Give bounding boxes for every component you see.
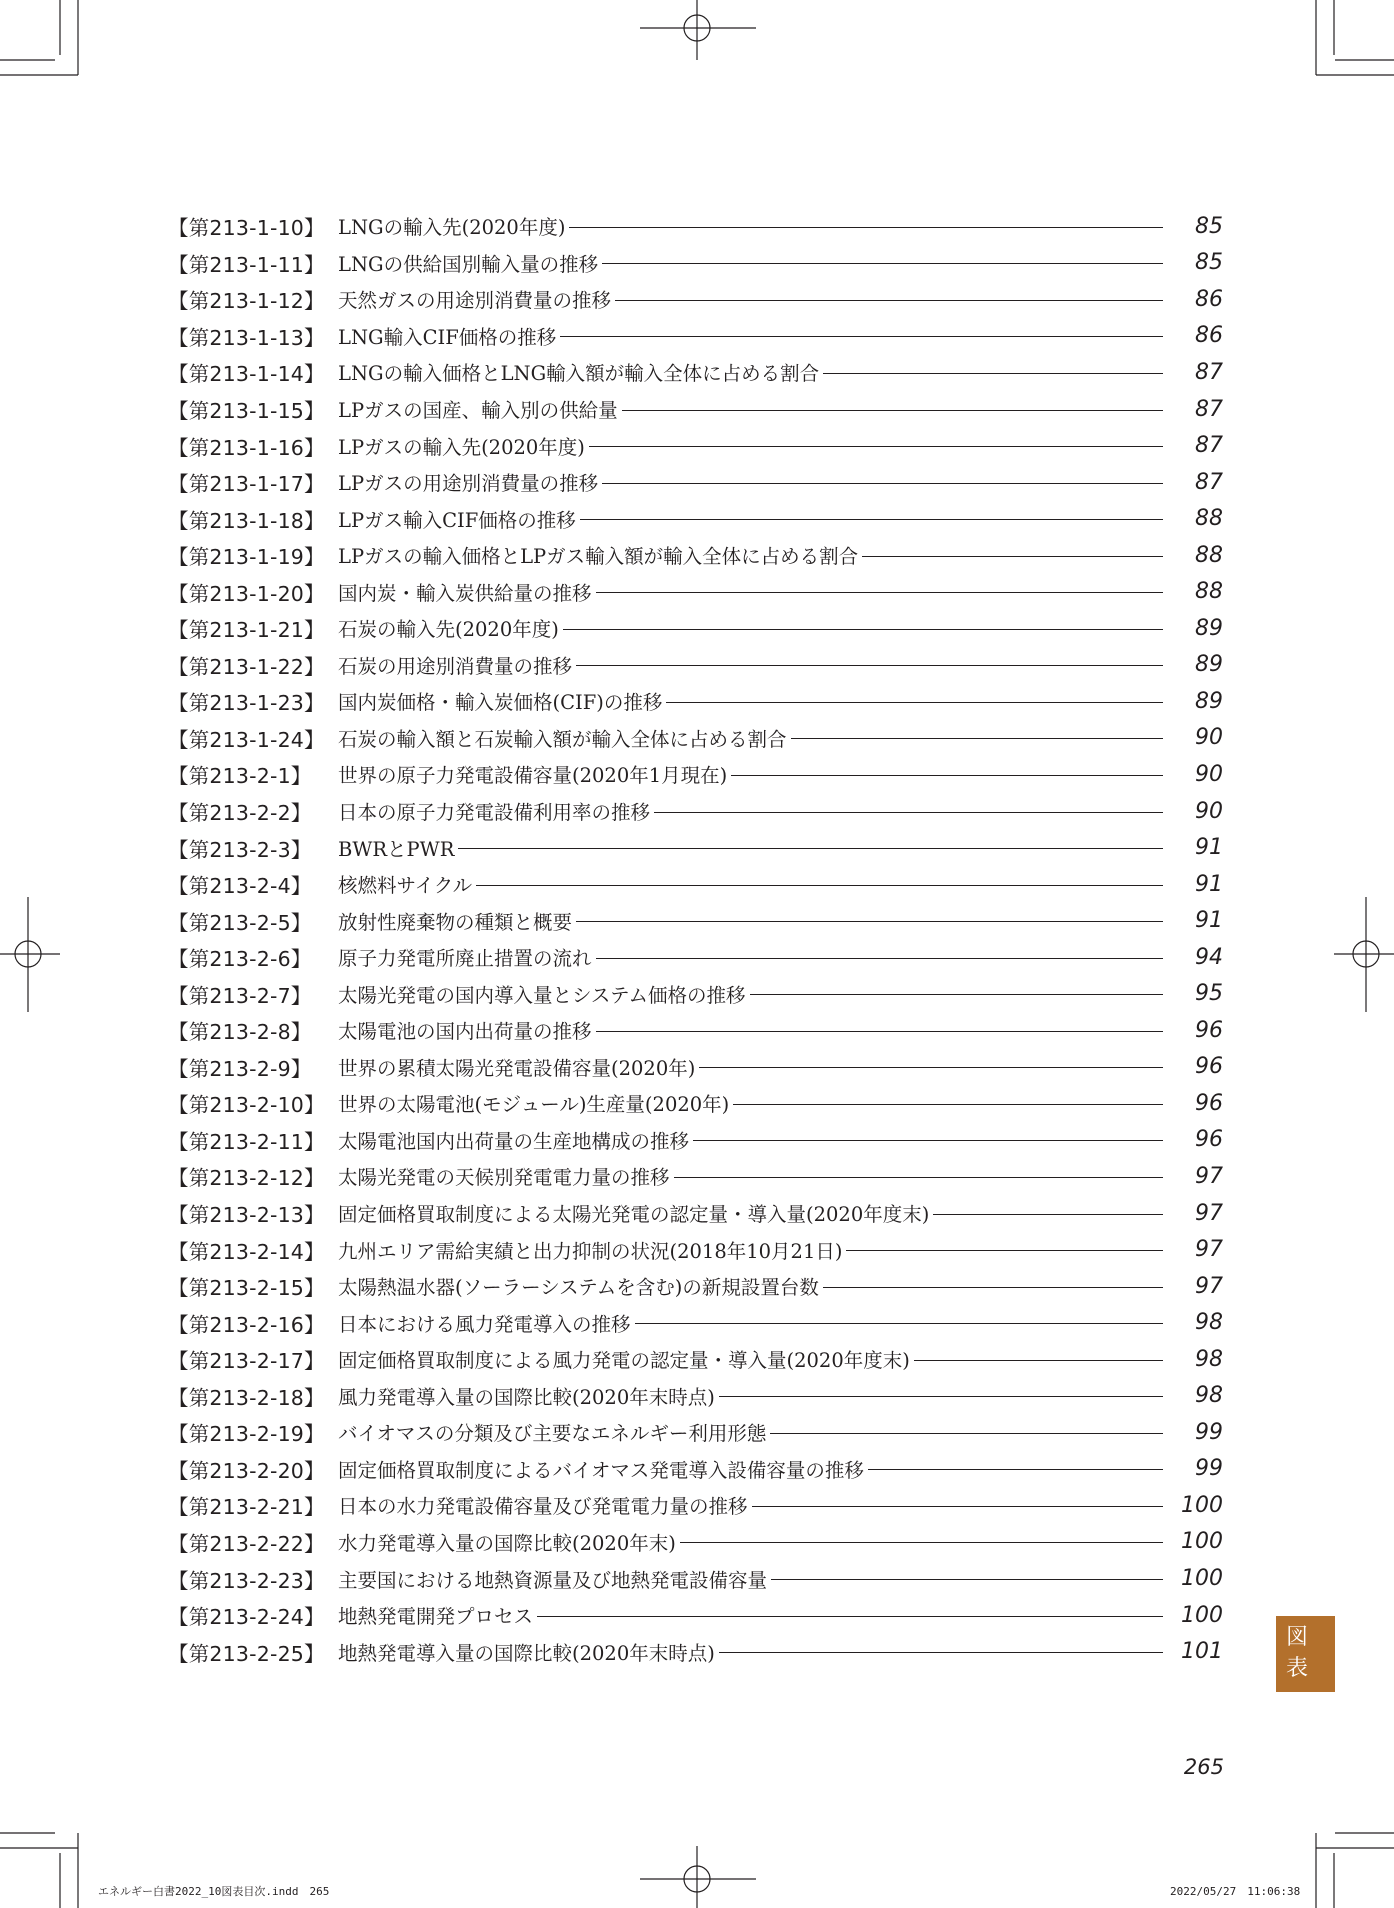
toc-entry[interactable] xyxy=(168,829,1223,866)
figure-code: 【第213-2-2】 xyxy=(168,801,312,826)
page-ref: 100 xyxy=(1181,1566,1223,1591)
page-ref: 90 xyxy=(1195,725,1223,751)
figure-code: 【第213-2-4】 xyxy=(168,874,312,899)
page-ref: 85 xyxy=(1195,213,1223,239)
figure-code: 【第213-2-9】 xyxy=(168,1056,312,1081)
dot-leader xyxy=(791,738,1163,739)
figure-title: 天然ガスの用途別消費量の推移 xyxy=(338,289,612,313)
figure-title: 石炭の用途別消費量の推移 xyxy=(338,654,573,678)
figure-title: 地熱発電導入量の国際比較(2020年末時点) xyxy=(338,1641,715,1665)
toc-entry[interactable] xyxy=(168,391,1223,428)
figure-title: LNGの輸入価格とLNG輸入額が輸入全体に占める割合 xyxy=(338,362,820,386)
dot-leader xyxy=(615,300,1163,301)
figure-title: 太陽電池の国内出荷量の推移 xyxy=(338,1020,592,1044)
figure-code: 【第213-2-18】 xyxy=(168,1385,325,1410)
dot-leader xyxy=(750,994,1163,995)
dot-leader xyxy=(596,1031,1163,1032)
dot-leader xyxy=(476,885,1163,886)
page-ref: 89 xyxy=(1195,688,1223,714)
figure-title: 石炭の輸入先(2020年度) xyxy=(338,618,559,642)
figure-code: 【第213-2-25】 xyxy=(168,1641,325,1666)
figure-title: BWRとPWR xyxy=(338,837,455,861)
toc-entry[interactable] xyxy=(168,427,1223,464)
page-ref: 98 xyxy=(1195,1346,1223,1372)
figure-code: 【第213-2-6】 xyxy=(168,947,312,972)
toc-entry[interactable] xyxy=(168,1341,1223,1378)
section-tab-char: 図 xyxy=(1286,1625,1309,1650)
dot-leader xyxy=(823,1287,1163,1288)
toc-entry[interactable] xyxy=(168,1633,1223,1670)
figure-title: 日本の水力発電設備容量及び発電電力量の推移 xyxy=(338,1495,748,1519)
toc-entry[interactable] xyxy=(168,720,1223,757)
figure-title: 水力発電導入量の国際比較(2020年末) xyxy=(338,1531,676,1555)
toc-entry[interactable] xyxy=(168,793,1223,830)
dot-leader xyxy=(560,336,1163,337)
figure-title: バイオマスの分類及び主要なエネルギー利用形態 xyxy=(338,1422,767,1446)
toc-entry[interactable] xyxy=(168,902,1223,939)
page-ref: 88 xyxy=(1195,506,1223,532)
dot-leader xyxy=(602,483,1163,484)
toc-entry[interactable] xyxy=(168,1304,1223,1341)
figure-title: LPガスの輸入先(2020年度) xyxy=(338,435,585,459)
dot-leader xyxy=(654,812,1163,813)
toc-entry[interactable] xyxy=(168,281,1223,318)
figure-title: 国内炭価格・輸入炭価格(CIF)の推移 xyxy=(338,691,663,715)
toc-entry[interactable] xyxy=(168,1158,1223,1195)
figure-title: 固定価格買取制度による風力発電の認定量・導入量(2020年度末) xyxy=(338,1349,910,1373)
page-ref: 100 xyxy=(1181,1492,1223,1518)
figure-title: 九州エリア需給実績と出力抑制の状況(2018年10月21日) xyxy=(338,1239,843,1263)
dot-leader xyxy=(733,1104,1163,1105)
toc-entry[interactable] xyxy=(168,1012,1223,1049)
page-ref: 100 xyxy=(1181,1602,1223,1628)
figure-code: 【第213-1-20】 xyxy=(168,581,325,606)
figure-title: 核燃料サイクル xyxy=(338,874,473,898)
toc-entry[interactable] xyxy=(168,354,1223,391)
page-ref: 98 xyxy=(1195,1310,1223,1336)
dot-leader xyxy=(589,446,1163,447)
figure-code: 【第213-1-11】 xyxy=(168,252,325,277)
figure-code: 【第213-2-10】 xyxy=(168,1093,325,1118)
toc-entry[interactable] xyxy=(168,1049,1223,1086)
toc-entry[interactable] xyxy=(168,975,1223,1012)
page-ref: 87 xyxy=(1195,359,1223,385)
toc-entry[interactable] xyxy=(168,1195,1223,1232)
page-ref: 97 xyxy=(1195,1237,1223,1263)
dot-leader xyxy=(752,1506,1163,1507)
toc-entry[interactable] xyxy=(168,208,1223,245)
figure-title: LNG輸入CIF価格の推移 xyxy=(338,325,557,349)
page-ref: 98 xyxy=(1195,1383,1223,1409)
page-ref: 96 xyxy=(1195,1090,1223,1116)
figure-code: 【第213-1-13】 xyxy=(168,325,325,350)
figure-code: 【第213-2-23】 xyxy=(168,1568,325,1593)
page-ref: 100 xyxy=(1181,1529,1223,1555)
figure-title: 原子力発電所廃止措置の流れ xyxy=(338,947,592,971)
dot-leader xyxy=(823,373,1163,374)
figure-title: 太陽熱温水器(ソーラーシステムを含む)の新規設置台数 xyxy=(338,1276,819,1300)
figure-code: 【第213-1-15】 xyxy=(168,399,325,423)
figure-code: 【第213-2-22】 xyxy=(168,1531,325,1556)
figure-code: 【第213-1-12】 xyxy=(168,289,325,314)
figure-title: 世界の太陽電池(モジュール)生産量(2020年) xyxy=(338,1093,730,1117)
figure-title: LNGの輸入先(2020年度) xyxy=(338,216,566,240)
page-ref: 86 xyxy=(1195,323,1223,349)
dot-leader xyxy=(666,702,1163,703)
figure-title: 世界の原子力発電設備容量(2020年1月現在) xyxy=(338,764,728,788)
dot-leader xyxy=(868,1469,1163,1470)
toc-entry[interactable] xyxy=(168,1085,1223,1122)
figure-code: 【第213-2-12】 xyxy=(168,1166,325,1191)
figure-code: 【第213-2-5】 xyxy=(168,910,312,935)
page-ref: 91 xyxy=(1195,908,1223,934)
figure-code: 【第213-1-14】 xyxy=(168,362,325,387)
figure-code: 【第213-1-10】 xyxy=(168,216,325,241)
page-ref: 94 xyxy=(1195,944,1223,970)
figure-title: 国内炭・輸入炭供給量の推移 xyxy=(338,581,592,605)
toc-entry[interactable] xyxy=(168,1231,1223,1268)
dot-leader xyxy=(569,227,1163,228)
figure-code: 【第213-1-16】 xyxy=(168,435,325,460)
toc-entry[interactable] xyxy=(168,464,1223,501)
figure-code: 【第213-1-18】 xyxy=(168,508,325,533)
figure-code: 【第213-2-17】 xyxy=(168,1349,325,1374)
figure-code: 【第213-2-1】 xyxy=(168,764,312,789)
dot-leader xyxy=(580,519,1163,520)
toc-entry[interactable] xyxy=(168,866,1223,903)
toc-entry[interactable] xyxy=(168,245,1223,282)
figure-code: 【第213-2-14】 xyxy=(168,1239,325,1264)
dot-leader xyxy=(576,665,1163,666)
toc-entry[interactable] xyxy=(168,1451,1223,1488)
dot-leader xyxy=(602,263,1163,264)
figure-title: 太陽光発電の天候別発電電力量の推移 xyxy=(338,1166,670,1190)
figure-title: 太陽光発電の国内導入量とシステム価格の推移 xyxy=(338,983,746,1007)
figure-code: 【第213-2-11】 xyxy=(168,1129,325,1154)
dot-leader xyxy=(576,921,1163,922)
toc-entry[interactable] xyxy=(168,1268,1223,1305)
figure-title: 太陽電池国内出荷量の生産地構成の推移 xyxy=(338,1129,690,1153)
figure-title: 風力発電導入量の国際比較(2020年末時点) xyxy=(338,1385,715,1409)
dot-leader xyxy=(458,848,1163,849)
dot-leader xyxy=(846,1250,1163,1251)
dot-leader xyxy=(596,592,1163,593)
page-ref: 91 xyxy=(1195,835,1223,861)
dot-leader xyxy=(770,1433,1163,1434)
figure-title: LNGの供給国別輸入量の推移 xyxy=(338,252,599,276)
figure-code: 【第213-1-21】 xyxy=(168,618,325,643)
dot-leader xyxy=(674,1177,1163,1178)
toc-entry[interactable] xyxy=(168,939,1223,976)
figure-code: 【第213-2-24】 xyxy=(168,1605,325,1630)
dot-leader xyxy=(862,556,1163,557)
page-ref: 99 xyxy=(1195,1456,1223,1482)
slug-filename: エネルギー白書2022_10図表目次.indd 265 xyxy=(98,1885,330,1898)
dot-leader xyxy=(622,410,1163,411)
page-ref: 87 xyxy=(1195,433,1223,459)
figure-list xyxy=(168,208,1223,1670)
page-ref: 96 xyxy=(1195,1054,1223,1080)
toc-entry[interactable] xyxy=(168,1524,1223,1561)
page-ref: 95 xyxy=(1195,981,1223,1007)
dot-leader xyxy=(731,775,1163,776)
page-ref: 97 xyxy=(1195,1200,1223,1226)
figure-code: 【第213-2-19】 xyxy=(168,1422,325,1447)
figure-title: 日本における風力発電導入の推移 xyxy=(338,1312,631,1336)
page-ref: 97 xyxy=(1195,1273,1223,1299)
section-tab[interactable] xyxy=(1276,1616,1335,1692)
dot-leader xyxy=(680,1542,1163,1543)
toc-entry[interactable] xyxy=(168,537,1223,574)
toc-entry[interactable] xyxy=(168,647,1223,684)
toc-entry[interactable] xyxy=(168,1414,1223,1451)
dot-leader xyxy=(933,1214,1163,1215)
figure-code: 【第213-2-20】 xyxy=(168,1458,325,1483)
toc-entry[interactable] xyxy=(168,318,1223,355)
page-ref: 87 xyxy=(1195,396,1223,422)
page-ref: 101 xyxy=(1181,1639,1223,1665)
figure-code: 【第213-2-13】 xyxy=(168,1203,325,1228)
figure-code: 【第213-1-22】 xyxy=(168,654,325,679)
toc-entry[interactable] xyxy=(168,1597,1223,1634)
slug-timestamp: 2022/05/27 11:06:38 xyxy=(1170,1885,1301,1898)
figure-code: 【第213-1-17】 xyxy=(168,472,325,497)
page-ref: 90 xyxy=(1195,761,1223,787)
page-ref: 97 xyxy=(1195,1163,1223,1189)
figure-title: 地熱発電開発プロセス xyxy=(338,1605,534,1629)
toc-entry[interactable] xyxy=(168,1560,1223,1597)
figure-title: 主要国における地熱資源量及び地熱発電設備容量 xyxy=(338,1568,768,1592)
dot-leader xyxy=(719,1652,1163,1653)
page-ref: 91 xyxy=(1195,871,1223,897)
figure-code: 【第213-2-8】 xyxy=(168,1020,312,1045)
toc-entry[interactable] xyxy=(168,500,1223,537)
dot-leader xyxy=(771,1579,1163,1580)
dot-leader xyxy=(693,1140,1163,1141)
toc-entry[interactable] xyxy=(168,756,1223,793)
figure-code: 【第213-2-16】 xyxy=(168,1312,325,1337)
figure-title: LPガスの輸入価格とLPガス輸入額が輸入全体に占める割合 xyxy=(338,545,859,569)
dot-leader xyxy=(914,1360,1163,1361)
figure-code: 【第213-2-3】 xyxy=(168,837,312,862)
figure-title: LPガスの用途別消費量の推移 xyxy=(338,472,599,496)
toc-entry[interactable] xyxy=(168,683,1223,720)
figure-code: 【第213-1-19】 xyxy=(168,545,325,570)
figure-title: 石炭の輸入額と石炭輸入額が輸入全体に占める割合 xyxy=(338,727,787,751)
section-tab-char: 表 xyxy=(1286,1656,1309,1681)
dot-leader xyxy=(719,1396,1163,1397)
page-ref: 88 xyxy=(1195,579,1223,605)
figure-title: 世界の累積太陽光発電設備容量(2020年) xyxy=(338,1056,696,1080)
toc-entry[interactable] xyxy=(168,1122,1223,1159)
dot-leader xyxy=(699,1067,1163,1068)
page-ref: 89 xyxy=(1195,615,1223,641)
figure-code: 【第213-1-24】 xyxy=(168,727,325,752)
figure-title: LPガスの国産、輸入別の供給量 xyxy=(338,399,618,422)
toc-entry[interactable] xyxy=(168,610,1223,647)
page-ref: 90 xyxy=(1195,798,1223,824)
page-ref: 96 xyxy=(1195,1127,1223,1153)
toc-entry[interactable] xyxy=(168,573,1223,610)
toc-entry[interactable] xyxy=(168,1487,1223,1524)
figure-code: 【第213-2-15】 xyxy=(168,1276,325,1301)
figure-code: 【第213-2-7】 xyxy=(168,983,312,1008)
page-ref: 89 xyxy=(1195,652,1223,678)
page-ref: 86 xyxy=(1195,286,1223,312)
dot-leader xyxy=(563,629,1163,630)
page-ref: 87 xyxy=(1195,469,1223,495)
page-ref: 99 xyxy=(1195,1419,1223,1445)
dot-leader xyxy=(596,958,1163,959)
figure-title: LPガス輸入CIF価格の推移 xyxy=(338,508,576,532)
figure-code: 【第213-1-23】 xyxy=(168,691,325,716)
page-number: 265 xyxy=(1183,1755,1224,1779)
figure-title: 放射性廃棄物の種類と概要 xyxy=(338,910,573,934)
page-ref: 96 xyxy=(1195,1017,1223,1043)
page-ref: 88 xyxy=(1195,542,1223,568)
figure-title: 固定価格買取制度によるバイオマス発電導入設備容量の推移 xyxy=(338,1458,864,1482)
figure-title: 日本の原子力発電設備利用率の推移 xyxy=(338,801,651,825)
dot-leader xyxy=(537,1616,1163,1617)
toc-entry[interactable] xyxy=(168,1378,1223,1415)
figure-title: 固定価格買取制度による太陽光発電の認定量・導入量(2020年度末) xyxy=(338,1203,930,1227)
dot-leader xyxy=(635,1323,1163,1324)
figure-code: 【第213-2-21】 xyxy=(168,1495,325,1520)
page-ref: 85 xyxy=(1195,250,1223,276)
